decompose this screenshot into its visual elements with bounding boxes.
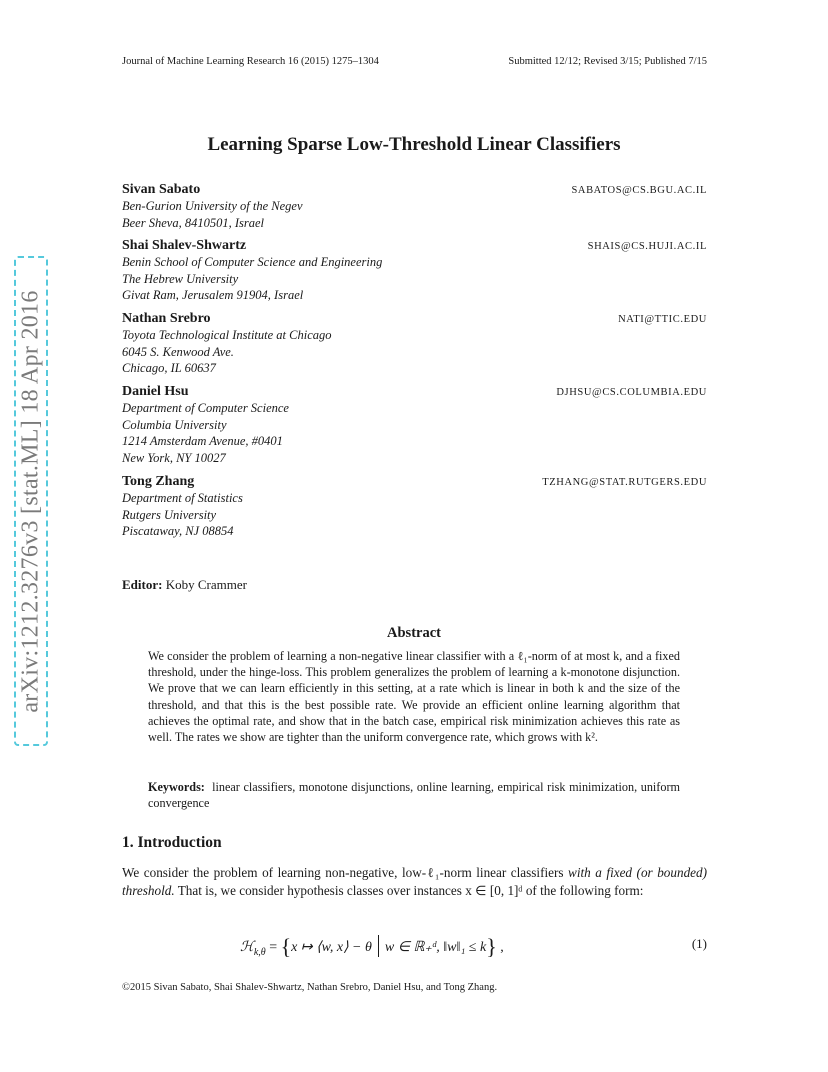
author-name: Tong Zhang bbox=[122, 474, 195, 489]
author-email: TZHANG@STAT.RUTGERS.EDU bbox=[542, 477, 707, 488]
eq-divider bbox=[378, 935, 379, 957]
editor-line bbox=[122, 577, 247, 593]
eq-equals: = bbox=[265, 940, 281, 955]
arxiv-stamp bbox=[14, 256, 48, 746]
author-affiliation-line: Benin School of Computer Science and Engineering bbox=[122, 255, 383, 269]
author-name: Daniel Hsu bbox=[122, 384, 189, 399]
submission-dates: Submitted 12/12; Revised 3/15; Published 7/15 bbox=[508, 56, 707, 67]
author-block bbox=[122, 182, 707, 231]
author-name: Sivan Sabato bbox=[122, 182, 201, 197]
author-block bbox=[122, 474, 707, 540]
author-block bbox=[122, 384, 707, 466]
abstract-heading: Abstract bbox=[387, 625, 441, 641]
author-affiliation-line: Chicago, IL 60637 bbox=[122, 361, 216, 375]
eq-map: x ↦ ⟨w, x⟩ − θ bbox=[291, 940, 372, 955]
author-affiliation-line: Ben-Gurion University of the Negev bbox=[122, 199, 303, 213]
author-name: Shai Shalev-Shwartz bbox=[122, 238, 247, 253]
eq-lhs: ℋ bbox=[240, 940, 254, 955]
author-affiliation-line: 1214 Amsterdam Avenue, #0401 bbox=[122, 434, 283, 448]
author-affiliation-line: Piscataway, NJ 08854 bbox=[122, 524, 234, 538]
author-affiliation-line: Rutgers University bbox=[122, 507, 217, 522]
author-affiliation-line: Givat Ram, Jerusalem 91904, Israel bbox=[122, 288, 304, 302]
equation-number: (1) bbox=[691, 936, 707, 951]
author-block bbox=[122, 311, 707, 377]
intro-text: We consider the problem of learning non-negative, low-ℓ₁-norm linear classifiers bbox=[122, 865, 569, 880]
keywords-label: Keywords: bbox=[148, 780, 205, 794]
author-email: SHAIS@CS.HUJI.AC.IL bbox=[587, 241, 707, 252]
author-email: NATI@TTIC.EDU bbox=[618, 314, 707, 325]
intro-emphasis: with a fixed (or bounded) threshold. bbox=[122, 865, 707, 898]
eq-lhs-subscript: k,θ bbox=[253, 946, 266, 958]
eq-trailing-comma: , bbox=[496, 940, 504, 955]
intro-paragraph bbox=[122, 864, 707, 900]
equation-1 bbox=[240, 930, 707, 960]
intro-text-continued: That is, we consider hypothesis classes over instances x ∈ [0, 1]ᵈ of the following form: bbox=[174, 883, 644, 898]
author-affiliation-line: New York, NY 10027 bbox=[122, 450, 226, 465]
author-block bbox=[122, 238, 707, 304]
journal-citation: Journal of Machine Learning Research 16 (2015) 1275–1304 bbox=[122, 56, 379, 67]
section-heading: 1. Introduction bbox=[122, 834, 222, 851]
eq-open-brace: { bbox=[280, 934, 292, 959]
running-head bbox=[122, 56, 707, 67]
equation-body bbox=[240, 934, 504, 960]
copyright-notice: ©2015 Sivan Sabato, Shai Shalev-Shwartz, Nathan Srebro, Daniel Hsu, and Tong Zhang. bbox=[122, 982, 498, 993]
author-affiliation-line: 6045 S. Kenwood Ave. bbox=[122, 344, 234, 359]
eq-close-brace: } bbox=[486, 934, 497, 959]
author-email: SABATOS@CS.BGU.AC.IL bbox=[571, 185, 707, 196]
author-affiliation-line: The Hebrew University bbox=[122, 271, 239, 286]
editor-name: Koby Crammer bbox=[165, 577, 247, 592]
author-name: Nathan Srebro bbox=[122, 311, 211, 326]
eq-condition: w ∈ ℝ₊ᵈ, ‖w‖₁ ≤ k bbox=[384, 940, 487, 955]
abstract-text: We consider the problem of learning a non-negative linear classifier with a ℓ₁-norm of at most k, and a fixed threshold, under the hinge-loss. This problem generalizes the problem of learning a k-monotone disjunction. We prove that we can learn efficiently in this setting, at a rate which is linear in both k and the size of the threshold, and that this is the best possible rate. We provide an efficient online learning algorithm that achieves the optimal rate, and show that in the batch case, empirical risk minimization achieves this rate as well. The rates we show are tighter than the uniform convergence rate, which grows with k². bbox=[148, 649, 680, 745]
keywords-list: linear classifiers, monotone disjunctions, online learning, empirical risk minimization, uniform convergence bbox=[148, 780, 680, 811]
author-affiliation-line: Department of Computer Science bbox=[122, 401, 289, 415]
author-affiliation-line: Columbia University bbox=[122, 417, 227, 432]
keywords bbox=[148, 779, 680, 811]
author-affiliation-line: Beer Sheva, 8410501, Israel bbox=[122, 215, 264, 230]
editor-label: Editor: bbox=[122, 577, 163, 592]
paper-title: Learning Sparse Low-Threshold Linear Classifiers bbox=[207, 134, 621, 155]
author-affiliation-line: Department of Statistics bbox=[122, 491, 243, 505]
author-affiliation-line: Toyota Technological Institute at Chicago bbox=[122, 328, 332, 342]
arxiv-id: arXiv:1212.3276v3 [stat.ML] 18 Apr 2016 bbox=[17, 289, 44, 713]
author-email: DJHSU@CS.COLUMBIA.EDU bbox=[556, 387, 707, 398]
